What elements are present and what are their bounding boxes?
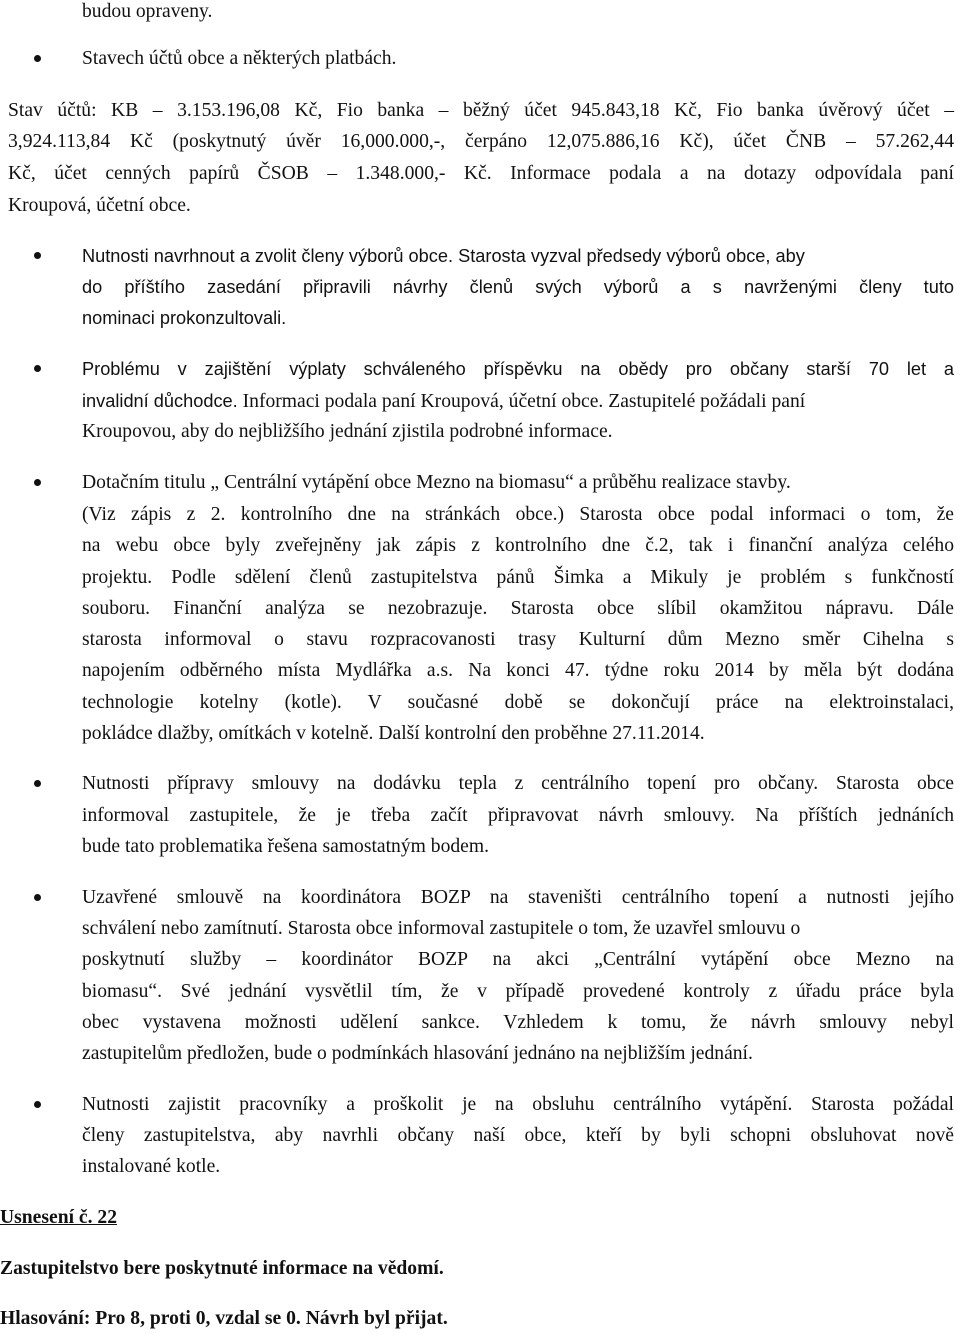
text-line: pokládce dlažby, omítkách v kotelně. Další kontrolní den proběhne 27.11.2014. <box>82 723 705 744</box>
text-line: instalované kotle. <box>82 1156 221 1177</box>
text-line: do příštího zasedání připravili návrhy členů svých výborů a s navrženými členy tuto <box>82 277 954 297</box>
text-line: 3,924.113,84 Kč (poskytnutý úvěr 16,000.000,-, čerpáno 12,075.886,16 Kč), účet ČNB – 57.262,44 <box>8 131 954 152</box>
text-line: na webu obce byly zveřejněny jak zápis z kontrolního dne č.2, tak i finanční analýza celého <box>82 535 954 556</box>
text-line: Nutnosti přípravy smlouvy na dodávku tepla z centrálního topení pro občany. Starosta obce <box>82 773 954 794</box>
bullet-heading: Nutnosti navrhnout a zvolit členy výborů obce. <box>82 246 454 266</box>
text-line: Dotačním titulu „ Centrální vytápění obce Mezno na biomasu“ a průběhu realizace stavby. <box>82 472 791 493</box>
resolution-title: Usnesení č. 22 <box>0 1207 118 1228</box>
resolution-vote: Hlasování: Pro 8, proti 0, vzdal se 0. Návrh byl přijat. <box>0 1308 448 1329</box>
text-line: Stav účtů: KB – 3.153.196,08 Kč, Fio banka – běžný účet 945.843,18 Kč, Fio banka úvěrový účet – <box>8 100 954 121</box>
text-line: budou opraveny. <box>82 1 213 22</box>
text-line: napojením odběrného místa Mydlářka a.s. Na konci 47. týdne roku 2014 by měla být dodána <box>82 660 954 681</box>
bullet-icon <box>34 780 41 787</box>
text-line: nominaci prokonzultovali. <box>82 308 287 328</box>
text-line: (Viz zápis z 2. kontrolního dne na stránkách obce.) Starosta obce podal informaci o tom, že <box>82 504 954 525</box>
text-line: biomasu“. Své jednání vysvětlil tím, že v případě provedené kontroly z úřadu práce byla <box>82 981 954 1002</box>
text-line: Problému v zajištění výplaty schváleného příspěvku na obědy pro občany starší 70 let a <box>82 359 954 379</box>
text-line <box>82 917 954 941</box>
bullet-text: schválení nebo zamítnutí. <box>82 918 283 939</box>
text-line: souboru. Finanční analýza se nezobrazuje. Starosta obce slíbil okamžitou nápravu. Dále <box>82 598 954 619</box>
text-line <box>82 244 954 269</box>
text-line: poskytnutí služby – koordinátor BOZP na akci „Centrální vytápění obce Mezno na <box>82 949 954 970</box>
bullet-icon <box>34 55 41 62</box>
text-line: informoval zastupitele, že je třeba začít připravovat návrh smlouvy. Na příštích jednáních <box>82 805 954 826</box>
text-line: Stavech účtů obce a některých platbách. <box>82 48 397 69</box>
resolution-statement: Zastupitelstvo bere poskytnuté informace na vědomí. <box>0 1258 444 1279</box>
text-line: Uzavřené smlouvě na koordinátora BOZP na staveništi centrálního topení a nutnosti jejího <box>82 887 954 908</box>
bullet-text: Starosta obce informoval zastupitele o tom, že uzavřel smlouvu o <box>282 918 801 939</box>
text-line: obec vystavena možnosti udělení sankce. Vzhledem k tomu, že návrh smlouvy nebyl <box>82 1012 954 1033</box>
text-line <box>82 389 954 414</box>
bullet-icon <box>34 479 41 486</box>
bullet-icon <box>34 1101 41 1108</box>
bullet-text: Informaci podala paní Kroupová, účetní obce. Zastupitelé požádali paní <box>237 391 806 412</box>
bullet-text: invalidní důchodce. <box>82 391 238 411</box>
text-line: technologie kotelny (kotle). V současné době se dokončují práce na elektroinstalaci, <box>82 692 954 713</box>
text-line: členy zastupitelstva, aby navrhli občany naší obce, kteří by byli schopni obsluhovat nově <box>82 1125 954 1146</box>
bullet-text: Starosta vyzval předsedy výborů obce, aby <box>453 246 805 266</box>
text-line: projektu. Podle sdělení členů zastupitelstva pánů Šimka a Mikuly je problém s funkčností <box>82 567 954 588</box>
bullet-icon <box>34 894 41 901</box>
text-line: Kč, účet cenných papírů ČSOB – 1.348.000,- Kč. Informace podala a na dotazy odpovídala paní <box>8 163 954 184</box>
text-line: bude tato problematika řešena samostatným bodem. <box>82 836 490 857</box>
bullet-icon <box>34 365 41 372</box>
bullet-icon <box>34 252 41 259</box>
text-line: zastupitelům předložen, bude o podmínkách hlasování jednáno na nejbližším jednání. <box>82 1043 753 1064</box>
text-line: starosta informoval o stavu rozpracovanosti trasy Kulturní dům Mezno směr Cihelna s <box>82 629 954 650</box>
text-line: Kroupová, účetní obce. <box>8 195 191 216</box>
text-line: Kroupovou, aby do nejbližšího jednání zjistila podrobné informace. <box>82 421 613 442</box>
text-line: Nutnosti zajistit pracovníky a proškolit je na obsluhu centrálního vytápění. Starosta požádal <box>82 1094 954 1115</box>
